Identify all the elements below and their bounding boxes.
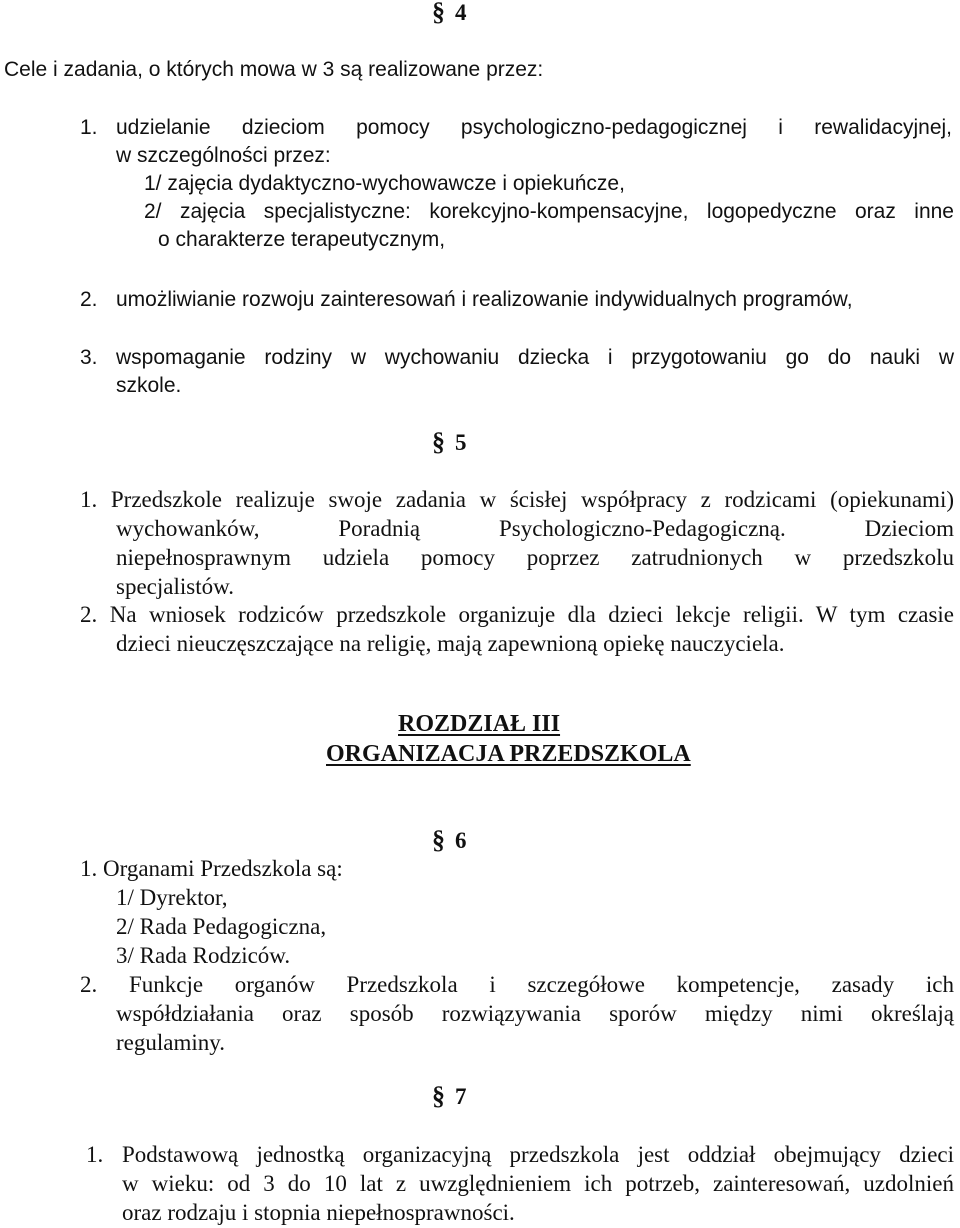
list-item-number: 1. — [80, 116, 98, 139]
section-6-heading — [432, 826, 467, 855]
section-4-item-3-line-1: wspomaganie rodziny w wychowaniu dziecka i przygotowaniu go do nauki w — [116, 346, 954, 369]
chapter-subtitle: ORGANIZACJA PRZEDSZKOLA — [326, 741, 691, 767]
section-5-p1-line-3: niepełnosprawnym udziela pomocy poprzez zatrudnionych w przedszkolu — [116, 545, 954, 570]
section-4-item-1-line-2: w szczególności przez: — [116, 144, 331, 167]
section-symbol: § — [432, 0, 445, 26]
section-symbol: § — [432, 427, 445, 456]
section-number: 5 — [455, 430, 467, 455]
section-7-item-1-line-2: w wieku: od 3 do 10 lat z uwzględnieniem ich potrzeb, zainteresowań, uzdolnień — [122, 1171, 954, 1196]
section-5-heading — [432, 428, 467, 457]
section-4-item-1-line-1: udzielanie dzieciom pomocy psychologiczno-pedagogicznej i rewalidacyjnej, — [116, 116, 952, 139]
section-4-heading — [432, 0, 467, 27]
section-6-item-2-line-2: współdziałania oraz sposób rozwiązywania sporów między nimi określają — [116, 1001, 954, 1026]
section-number: 6 — [455, 828, 467, 853]
section-5-p2-line-1: 2. Na wniosek rodziców przedszkole organizuje dla dzieci lekcje religii. W tym czasie — [80, 602, 954, 627]
section-symbol: § — [432, 825, 445, 854]
section-4-item-2: umożliwianie rozwoju zainteresowań i realizowanie indywidualnych programów, — [116, 288, 853, 311]
section-6-item-1-sub-3: 3/ Rada Rodziców. — [116, 943, 291, 968]
section-symbol: § — [432, 1081, 445, 1110]
section-5-p2-line-2: dzieci nieuczęszczające na religię, mają zapewnioną opiekę nauczyciela. — [116, 631, 785, 656]
section-7-item-1-line-3: oraz rodzaju i stopnia niepełnosprawności. — [122, 1200, 515, 1225]
section-4-intro: Cele i zadania, o których mowa w 3 są realizowane przez: — [4, 58, 544, 81]
section-number: 7 — [455, 1084, 467, 1109]
section-6-item-1: 1. Organami Przedszkola są: — [80, 856, 343, 881]
section-6-item-1-sub-2: 2/ Rada Pedagogiczna, — [116, 914, 327, 939]
section-6-item-2-line-3: regulaminy. — [116, 1030, 226, 1055]
section-6-item-2-line-1: 2. Funkcje organów Przedszkola i szczegółowe kompetencje, zasady ich — [80, 972, 954, 997]
section-7-item-1-line-1: Podstawową jednostką organizacyjną przedszkola jest oddział obejmujący dzieci — [122, 1142, 954, 1167]
list-item-number: 3. — [80, 346, 98, 369]
section-4-item-3-line-2: szkole. — [116, 374, 182, 397]
section-4-item-1-sub-2-line-2: o charakterze terapeutycznym, — [158, 228, 446, 251]
section-5-p1-line-4: specjalistów. — [116, 574, 234, 599]
list-item-number: 2. — [80, 288, 98, 311]
section-5-p1-line-2: wychowanków, Poradnią Psychologiczno-Pedagogiczną. Dzieciom — [116, 516, 954, 541]
section-4-item-1-sub-1: 1/ zajęcia dydaktyczno-wychowawcze i opiekuńcze, — [144, 172, 625, 195]
section-7-heading — [432, 1082, 467, 1111]
chapter-title: ROZDZIAŁ III — [398, 711, 561, 737]
section-number: 4 — [455, 0, 467, 25]
section-5-p1-line-1: 1. Przedszkole realizuje swoje zadania w ścisłej współpracy z rodzicami (opiekunami) — [80, 487, 954, 512]
section-6-item-1-sub-1: 1/ Dyrektor, — [116, 885, 228, 910]
list-item-number: 1. — [86, 1142, 104, 1167]
section-4-item-1-sub-2-line-1: 2/ zajęcia specjalistyczne: korekcyjno-kompensacyjne, logopedyczne oraz inne — [144, 200, 954, 223]
